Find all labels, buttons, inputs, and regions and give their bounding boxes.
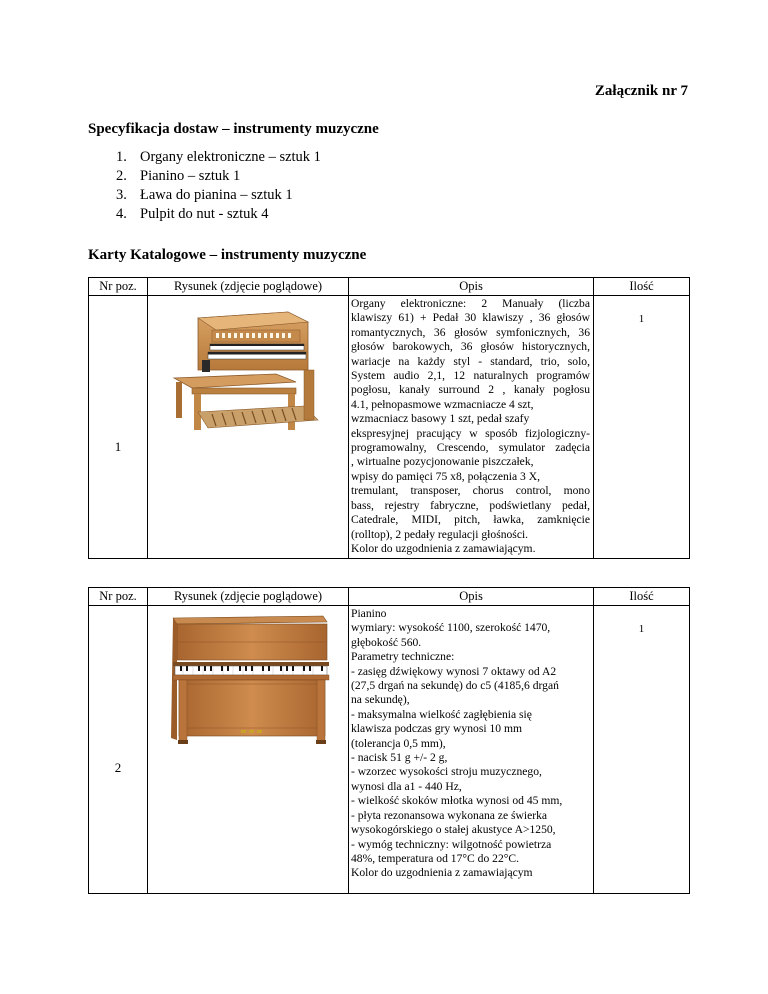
list-item: 3. Ława do pianina – sztuk 1 xyxy=(116,187,293,203)
table-header-row xyxy=(89,278,690,296)
col-header-image: Rysunek (zdjęcie poglądowe) xyxy=(148,588,349,606)
row-description: Pianino wymiary: wysokość 1100, szerokość 1470, głębokość 560. Parametry techniczne: - zasięg dźwiękowy wynosi 7 oktawy od A2 (27,5 drgań na sekundę) do c5 (4185,6 drgań na sekundę), - maksymalna wielkość zagłębienia się klawisza podczas gry wynosi 10 mm (tolerancja 0,5 mm), - nacisk 51 g +/- 2 g, - wzorzec wysokości stroju muzycznego, wynosi dla a1 - 440 Hz, - wielkość skoków młotka wynosi od 45 mm, - płyta rezonansowa wykonana ze świerka wysokogórskiego o stałej akustyce A>1250, - wymóg techniczny: wilgotność powietrza 48%, temperatura od 17°C do 22°C. Kolor do uzgodnienia z zamawiającym xyxy=(349,606,594,894)
col-header-nr: Nr poz. xyxy=(89,278,148,296)
list-item: 2. Pianino – sztuk 1 xyxy=(116,168,241,184)
col-header-qty: Ilość xyxy=(594,588,690,606)
spec-list xyxy=(88,148,321,224)
col-header-qty: Ilość xyxy=(594,278,690,296)
catalog-title: Karty Katalogowe – instrumenty muzyczne xyxy=(88,247,367,263)
table-row xyxy=(89,606,690,894)
table-row xyxy=(89,296,690,559)
col-header-image: Rysunek (zdjęcie poglądowe) xyxy=(148,278,349,296)
list-item: 4. Pulpit do nut - sztuk 4 xyxy=(116,206,269,222)
row-quantity: 1 xyxy=(594,296,690,559)
table-header-row xyxy=(89,588,690,606)
list-item: 1. Organy elektroniczne – sztuk 1 xyxy=(116,149,321,165)
spec-title: Specyfikacja dostaw – instrumenty muzyczne xyxy=(88,121,379,137)
annex-label: Załącznik nr 7 xyxy=(594,83,688,99)
catalog-table-organ xyxy=(88,277,690,559)
col-header-desc: Opis xyxy=(349,588,594,606)
electronic-organ-image xyxy=(168,308,328,438)
row-quantity: 1 xyxy=(594,606,690,894)
upright-piano-image xyxy=(163,612,333,754)
row-number: 2 xyxy=(89,606,148,894)
col-header-nr: Nr poz. xyxy=(89,588,148,606)
row-image-cell xyxy=(148,606,349,894)
col-header-desc: Opis xyxy=(349,278,594,296)
row-description: Organy elektroniczne: 2 Manuały (liczba klawiszy 61) + Pedał 30 klawiszy , 36 głosów romantycznych, 36 głosów symfonicznych, 36 głosów barokowych, 36 głosów historycznych, wariacje na każdy styl - standard, trio, solo, System audio 2,1, 12 naturalnych programów pogłosu, kanały surround 2 , kanały pogłosu 4.1, pełnopasmowe wzmacniacze 4 szt, wzmacniacz basowy 1 szt, pedał szafy ekspresyjnej pracujący w sposób fizjologiczny- programowalny, Crescendo, symulator zadęcia , wirtualne pozycjonowanie piszczałek, wpisy do pamięci 75 x8, połączenia 3 X, tremulant, transposer, chorus control, mono bass, rejestry fabryczne, podświetlany pedał, Catedrale, MIDI, pitch, ławka, zamknięcie (rolltop), 2 pedały regulacji głośności. Kolor do uzgodnienia z zamawiającym. xyxy=(349,296,594,559)
row-image-cell xyxy=(148,296,349,559)
row-number: 1 xyxy=(89,296,148,559)
catalog-table-piano xyxy=(88,587,690,894)
